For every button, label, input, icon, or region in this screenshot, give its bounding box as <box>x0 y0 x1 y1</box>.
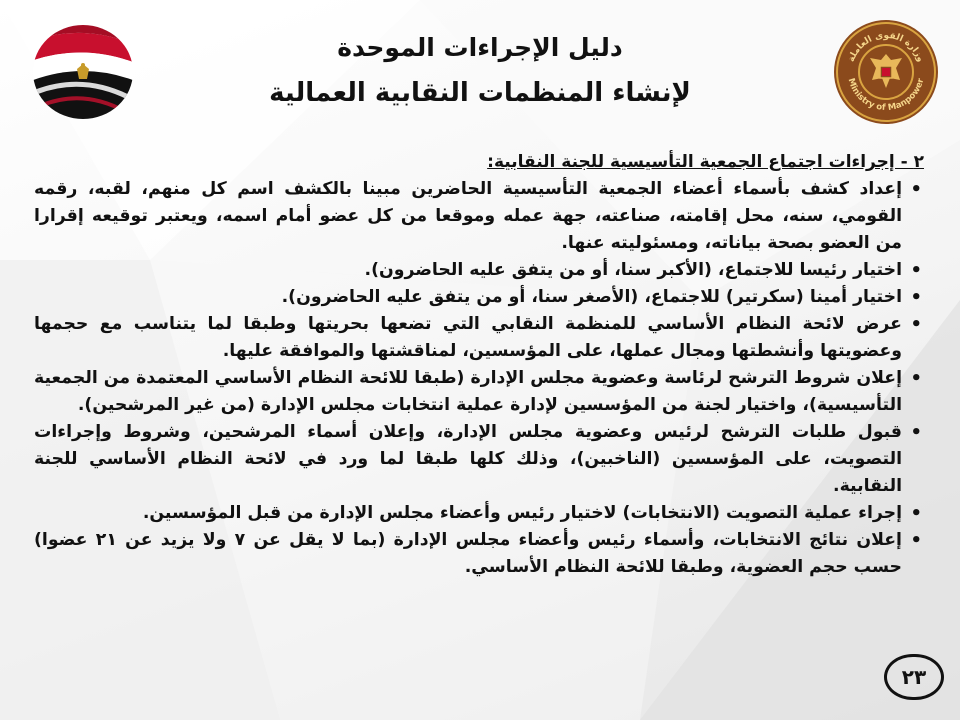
list-item: • إعداد كشف بأسماء أعضاء الجمعية التأسيسية الحاضرين مبينا بالكشف اسم كل منهم، لقبه، رقمه القومي، سنه، محل إقامته، صناعته، جهة عمله وموقعا من كل عضو أمام اسمه، ويعتبر توقيعه إقرارا من العضو بصحة بياناته، ومسئوليته عنها. <box>34 176 902 257</box>
svg-text:Ministry of Manpower: Ministry of Manpower <box>845 77 927 114</box>
ministry-emblem-icon <box>832 18 940 126</box>
list-item: • عرض لائحة النظام الأساسي للمنظمة النقابي التي تضعها بحريتها وطبقا لما يتناسب مع حجمها وعضويتها وأنشطتها ومجال عملها، على المؤسسين، لمناقشتها والموافقة عليها. <box>34 311 902 365</box>
section-heading: ٢ - إجراءات اجتماع الجمعية التأسيسية للجنة النقابية: <box>487 152 924 172</box>
page-number-badge <box>884 654 944 700</box>
procedure-list <box>34 176 924 581</box>
list-item: • اختيار أمينا (سكرتير) للاجتماع، (الأصغر سنا، أو من يتفق عليه الحاضرون). <box>34 284 902 311</box>
list-item: • اختيار رئيسا للاجتماع، (الأكبر سنا، أو من يتفق عليه الحاضرون). <box>34 257 902 284</box>
title-line-1: دليل الإجراءات الموحدة <box>337 33 623 62</box>
svg-text:وزارة القوى العاملة: وزارة القوى العاملة <box>846 30 926 64</box>
list-item: • إعلان شروط الترشح لرئاسة وعضوية مجلس الإدارة (طبقا للائحة النظام الأساسي المعتمدة من الجمعية التأسيسية)، واختيار لجنة من المؤسسين لإدارة عملية انتخابات مجلس الإدارة (من غير المرشحين). <box>34 365 902 419</box>
list-item: • قبول طلبات الترشح لرئيس وعضوية مجلس الإدارة، وإعلان أسماء المرشحين، وشروط وإجراءات التصويت، على المؤسسين (الناخبين)، وذلك كلها طبقا لما ورد في لائحة النظام الأساسي للجنة النقابية. <box>34 419 902 500</box>
egypt-flag-icon <box>28 22 138 122</box>
list-item: • إجراء عملية التصويت (الانتخابات) لاختيار رئيس وأعضاء مجلس الإدارة من قبل المؤسسين. <box>34 500 902 527</box>
page-number: ٢٣ <box>901 665 927 689</box>
title-line-2: لإنشاء المنظمات النقابية العمالية <box>269 78 691 108</box>
document-title <box>180 26 780 116</box>
list-item: • إعلان نتائج الانتخابات، وأسماء رئيس وأعضاء مجلس الإدارة (بما لا يقل عن ٧ ولا يزيد عن ٢١ عضوا) حسب حجم العضوية، وطبقا للائحة النظام الأساسي. <box>34 527 902 581</box>
